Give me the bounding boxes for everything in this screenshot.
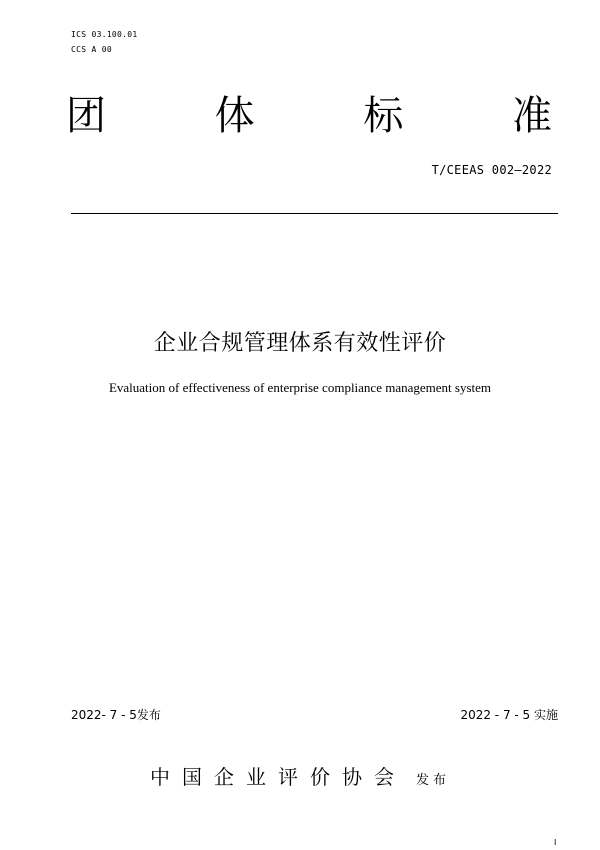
implementation-date: 2022 - 7 - 5 实施 bbox=[460, 708, 558, 722]
page-mark: I bbox=[554, 838, 557, 847]
issuer-line bbox=[0, 761, 600, 790]
standard-number: T/CEEAS 002—2022 bbox=[431, 163, 552, 177]
document-title-english: Evaluation of effectiveness of enterprise compliance management system bbox=[108, 380, 492, 395]
issuer-name: 中国企业评价协会 bbox=[149, 765, 406, 789]
document-title-chinese: 企业合规管理体系有效性评价 bbox=[153, 331, 447, 356]
standard-type-char: 团 bbox=[66, 93, 106, 139]
ics-code: ICS 03.100.01 bbox=[71, 30, 138, 39]
standard-type-char: 准 bbox=[511, 93, 552, 139]
publish-date: 2022- 7 - 5发布 bbox=[71, 708, 161, 722]
ccs-code: CCS A 00 bbox=[71, 45, 112, 54]
issuer-suffix: 发布 bbox=[415, 773, 450, 788]
standard-type-char: 标 bbox=[363, 93, 404, 139]
header-divider bbox=[71, 213, 558, 214]
standard-type-heading bbox=[66, 92, 552, 140]
standard-type-char: 体 bbox=[214, 93, 255, 139]
